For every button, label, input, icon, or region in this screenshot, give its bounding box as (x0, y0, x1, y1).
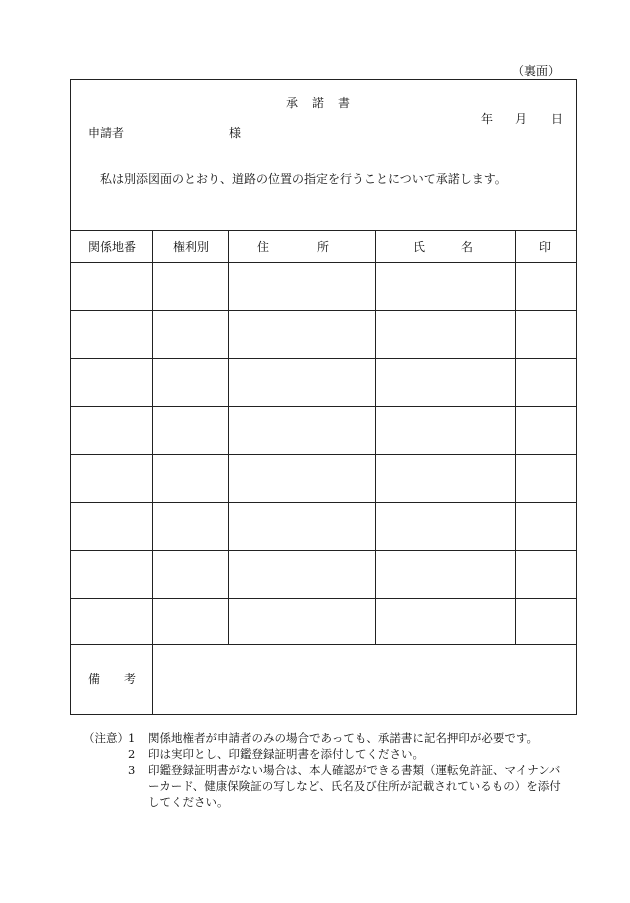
note-number: 2 (128, 747, 136, 761)
note-text: 関係地権者が申請者のみの場合であっても、承諾書に記名押印が必要です。 (148, 731, 538, 745)
note-text: 印鑑登録証明書がない場合は、本人確認ができる書類（運転免許証、マイナンバーカード、健康保険証の写しなど、氏名及び住所が記載されているもの）を添付してください。 (148, 763, 561, 809)
form-title: 承 諾 書 (286, 96, 352, 110)
note-text: 印は実印とし、印鑑登録証明書を添付してください。 (148, 747, 424, 761)
row-line (71, 310, 576, 311)
notes-lead: （注意） (83, 731, 129, 745)
table-top-line (71, 230, 576, 231)
row-line (71, 598, 576, 599)
column-line (375, 230, 376, 644)
header-lot-number: 関係地番 (88, 240, 137, 254)
column-line (515, 230, 516, 644)
header-bottom-line (71, 262, 576, 263)
column-line (228, 230, 229, 644)
date-year: 年 (481, 112, 494, 126)
date-day: 日 (551, 112, 564, 126)
notes-section (83, 730, 568, 810)
applicant-honorific: 様 (229, 126, 242, 140)
column-line (152, 230, 153, 644)
header-right-type: 権利別 (173, 240, 210, 254)
row-line (71, 454, 576, 455)
header-name: 氏 名 (413, 240, 474, 254)
consent-statement: 私は別添図面のとおり、道路の位置の指定を行うことについて承諾します。 (100, 172, 507, 186)
header-seal: 印 (539, 240, 552, 254)
page-side-label: （裏面） (512, 64, 561, 78)
row-line (71, 358, 576, 359)
consent-form (70, 79, 577, 715)
row-line (71, 502, 576, 503)
date-month: 月 (515, 112, 528, 126)
remarks-top-line (71, 644, 576, 645)
row-line (71, 406, 576, 407)
remarks-divider (152, 644, 153, 714)
note-number: 1 (128, 731, 136, 745)
note-number: 3 (128, 763, 136, 777)
remarks-label: 備 考 (88, 672, 137, 686)
row-line (71, 550, 576, 551)
applicant-label: 申請者 (88, 126, 125, 140)
header-address: 住 所 (257, 240, 330, 254)
